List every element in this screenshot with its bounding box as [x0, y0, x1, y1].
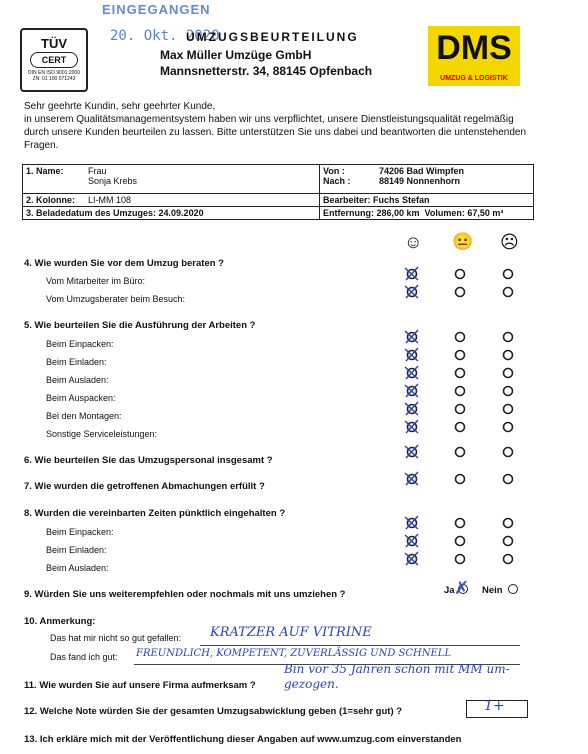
q11-answer: Bin vor 35 Jahren schon mit MM um- gezogen. [284, 662, 510, 691]
rating-option-1-1[interactable] [456, 288, 465, 297]
rating-option-2-2[interactable] [504, 333, 513, 342]
rating-option-10-2[interactable] [504, 519, 513, 528]
question-7: 7. Wie wurden die getroffenen Abmachungen erfüllt ? [24, 481, 265, 492]
q8-ausladen: Beim Ausladen: [46, 563, 109, 573]
q5-einpacken: Beim Einpacken: [46, 339, 114, 349]
q4-office: Vom Mitarbeiter im Büro: [46, 276, 146, 286]
q8-einladen: Beim Einladen: [46, 545, 107, 555]
tuv-norm: DIN EN ISO 9001:2000 ZN: 01 100 071243 [28, 70, 80, 82]
bearbeiter-cell: Bearbeiter: Fuchs Stefan [320, 194, 534, 207]
question-11: 11. Wie wurden Sie auf unsere Firma aufmerksam ? [24, 680, 256, 691]
question-5: 5. Wie beurteilen Sie die Ausführung der Arbeiten ? [24, 320, 256, 331]
q5-auspacken: Beim Auspacken: [46, 393, 116, 403]
question-8: 8. Wurden die vereinbarten Zeiten pünktlich eingehalten ? [24, 508, 286, 519]
q12-answer: 1+ [484, 698, 505, 714]
question-9: 9. Würden Sie uns weiterempfehlen oder nochmals mit uns umziehen ? [24, 589, 346, 600]
company-name: Max Müller Umzüge GmbH [160, 48, 312, 62]
dms-logo-name: DMS [436, 29, 512, 67]
question-10: 10. Anmerkung: [24, 616, 96, 627]
tuv-brand: TÜV [41, 36, 67, 51]
smiley-neutral-icon: 😐 [452, 232, 474, 251]
q10-good-answer: FREUNDLICH, KOMPETENT, ZUVERLÄSSIG UND SCHNELL [136, 648, 452, 659]
q5-ausladen: Beim Ausladen: [46, 375, 109, 385]
rating-option-3-2[interactable] [504, 351, 513, 360]
smiley-bad-icon: ☹ [500, 232, 519, 252]
q10-not-good-label: Das hat mir nicht so gut gefallen: [50, 633, 182, 643]
received-stamp: EINGEGANGEN [102, 2, 211, 17]
kolonne-cell: 2. Kolonne: LI-MM 108 [23, 194, 320, 207]
rating-option-1-2[interactable] [504, 288, 513, 297]
q5-service: Sonstige Serviceleistungen: [46, 429, 158, 439]
rating-option-6-2[interactable] [504, 405, 513, 414]
rating-option-12-2[interactable] [504, 555, 513, 564]
question-4: 4. Wie wurden Sie vor dem Umzug beraten ? [24, 258, 224, 269]
rating-option-10-1[interactable] [456, 519, 465, 528]
rating-option-4-2[interactable] [504, 369, 513, 378]
rating-option-6-1[interactable] [456, 405, 465, 414]
rating-option-7-2[interactable] [504, 423, 513, 432]
q9-yes-mark: ✗ [454, 578, 470, 599]
rating-option-9-2[interactable] [504, 475, 513, 484]
tuv-cert: CERT [30, 52, 78, 68]
distance-cell: Entfernung: 286,00 km Volumen: 67,50 m³ [320, 207, 534, 220]
q5-einladen: Beim Einladen: [46, 357, 107, 367]
smiley-good-icon: ☺ [404, 232, 423, 252]
q5-montagen: Bei den Montagen: [46, 411, 122, 421]
question-12: 12. Welche Note würden Sie der gesamten Umzugsabwicklung geben (1=sehr gut) ? [24, 706, 403, 717]
rating-option-12-1[interactable] [456, 555, 465, 564]
rating-option-5-2[interactable] [504, 387, 513, 396]
rating-option-7-1[interactable] [456, 423, 465, 432]
question-6: 6. Wie beurteilen Sie das Umzugspersonal insgesamt ? [24, 455, 273, 466]
rating-option-3-1[interactable] [456, 351, 465, 360]
dms-logo-tagline: UMZUG & LOGISTIK [440, 75, 508, 82]
name-cell: 1. Name: Frau Sonja Krebs [23, 165, 320, 194]
received-date-stamp: 20. Okt. 2020 [110, 28, 220, 44]
rating-option-8-1[interactable] [456, 448, 465, 457]
q8-einpacken: Beim Einpacken: [46, 527, 114, 537]
rating-option-11-2[interactable] [504, 537, 513, 546]
rating-option-4-1[interactable] [456, 369, 465, 378]
beladedatum-cell: 3. Beladedatum des Umzuges: 24.09.2020 [23, 207, 320, 220]
rating-option-9-1[interactable] [456, 475, 465, 484]
rating-option-5-1[interactable] [456, 387, 465, 396]
rating-option-0-2[interactable] [504, 270, 513, 279]
q9-no-label: Nein [482, 585, 503, 596]
q10-good-label: Das fand ich gut: [50, 652, 118, 662]
question-13: 13. Ich erkläre mich mit der Veröffentlichung dieser Angaben auf www.umzug.com einverstanden [24, 734, 462, 745]
rating-option-2-1[interactable] [456, 333, 465, 342]
q9-yes-label: Ja [444, 585, 455, 596]
route-cell: Von : 74206 Bad Wimpfen Nach : 88149 Nonnenhorn [320, 165, 534, 194]
document-title: UMZUGSBEURTEILUNG [186, 30, 359, 44]
rating-option-0-1[interactable] [456, 270, 465, 279]
rating-option-11-1[interactable] [456, 537, 465, 546]
q4-visit: Vom Umzugsberater beim Besuch: [46, 294, 186, 304]
company-address: Mannsnetterstr. 34, 88145 Opfenbach [160, 64, 373, 78]
q10-not-good-answer: KRATZER AUF VITRINE [210, 625, 372, 640]
rating-option-8-2[interactable] [504, 448, 513, 457]
intro-text: Sehr geehrte Kundin, sehr geehrter Kunde, in unserem Qualitätsmanagementsystem haben wir uns verpflichtet, unsere Dienstleistungsqualität regelmäßig durch unsere Kunden beurteilen zu lassen. Bitte unterstützen Sie uns dabei und beantworten die untenstehenden Fragen. [24, 101, 527, 151]
